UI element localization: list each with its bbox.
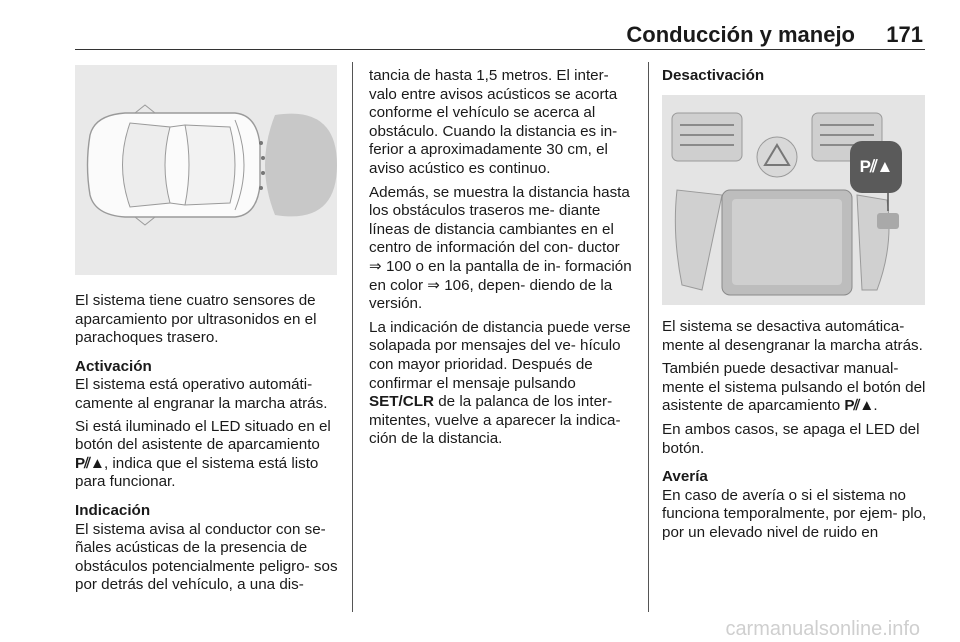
overlap-text-b: de la palanca de los inter- mitentes, vuelve a aparecer la indica- ción de la distancia. [369,393,621,448]
dashboard-graphic [662,95,925,305]
fault-paragraph: En caso de avería o si el sistema no funciona temporalmente, por ejem- plo, por un elevado nivel de ruido en [662,486,927,541]
distance-paragraph: tancia de hasta 1,5 metros. El inter- valo entre avisos acústicos se acorta conforme el vehículo se acerca al obstáculo. Cuando la distancia es in- ferior a aproximadamente 30 cm, el aviso acústico es continuo. [369,67,618,177]
parking-assist-icon: P⫽▲ [844,397,874,415]
led-paragraph [75,418,340,492]
overlap-text-a: La indicación de distancia puede verse solapada por mensajes del ve- hículo con mayor prioridad. Después de confirmar el mensaje pulsando [369,318,631,392]
indication-heading: Indicación [75,501,151,519]
overlap-paragraph [369,319,634,449]
header-rule [75,49,925,50]
led-off-paragraph: En ambos casos, se apaga el LED del botón. [662,420,920,457]
car-sensor-illustration [75,65,337,275]
fault-heading: Avería [662,468,708,486]
watermark: carmanualsonline.info [725,618,920,640]
deactivation-heading: Desactivación [662,67,765,84]
parking-assist-icon: P⫽▲ [859,157,893,176]
page-number: 171 [886,22,923,47]
set-clr-label: SET/CLR [369,393,434,411]
section-title: Conducción y manejo [626,22,855,47]
led-text-b: , indica que el sistema está listo para funcionar. [75,454,319,491]
display-paragraph: Además, se muestra la distancia hasta los obstáculos traseros me- diante líneas de distancia cambiantes en el centro de información del con- ductor ⇒ 100 o en la pantalla de in- formación en color ⇒ 106, depen- diendo de la versión. [369,183,632,313]
column-1-text [75,292,340,595]
column-3-heading-block [662,67,927,86]
parking-assist-icon: P⫽▲ [75,454,104,472]
column-3-text [662,318,927,543]
page-header [75,22,925,48]
intro-paragraph: El sistema tiene cuatro sensores de aparcamiento por ultrasonidos en el parachoques trasero. [75,292,317,347]
manual-deactivation-paragraph [662,360,927,416]
manual-text-b: . [873,397,878,415]
auto-deactivation-paragraph: El sistema se desactiva automática- mente al desengranar la marcha atrás. [662,318,923,354]
column-2-text [369,67,634,449]
led-text-a: Si está iluminado el LED situado en el botón del asistente de aparcamiento [75,417,331,454]
car-top-view-graphic [75,65,337,275]
column-divider [648,62,649,612]
activation-paragraph: El sistema está operativo automáti- camente al engranar la marcha atrás. [75,376,328,412]
activation-heading: Activación [75,357,152,375]
parking-assist-button-callout [850,141,902,193]
column-divider [352,62,353,612]
dashboard-illustration [662,95,925,305]
manual-text-a: También puede desactivar manual- mente el sistema pulsando el botón del asistente de aparcamiento [662,360,926,415]
indication-paragraph: El sistema avisa al conductor con se- ñales acústicas de la presencia de obstáculos potencialmente peligro- sos por detrás del vehículo, a una dis- [75,520,338,594]
